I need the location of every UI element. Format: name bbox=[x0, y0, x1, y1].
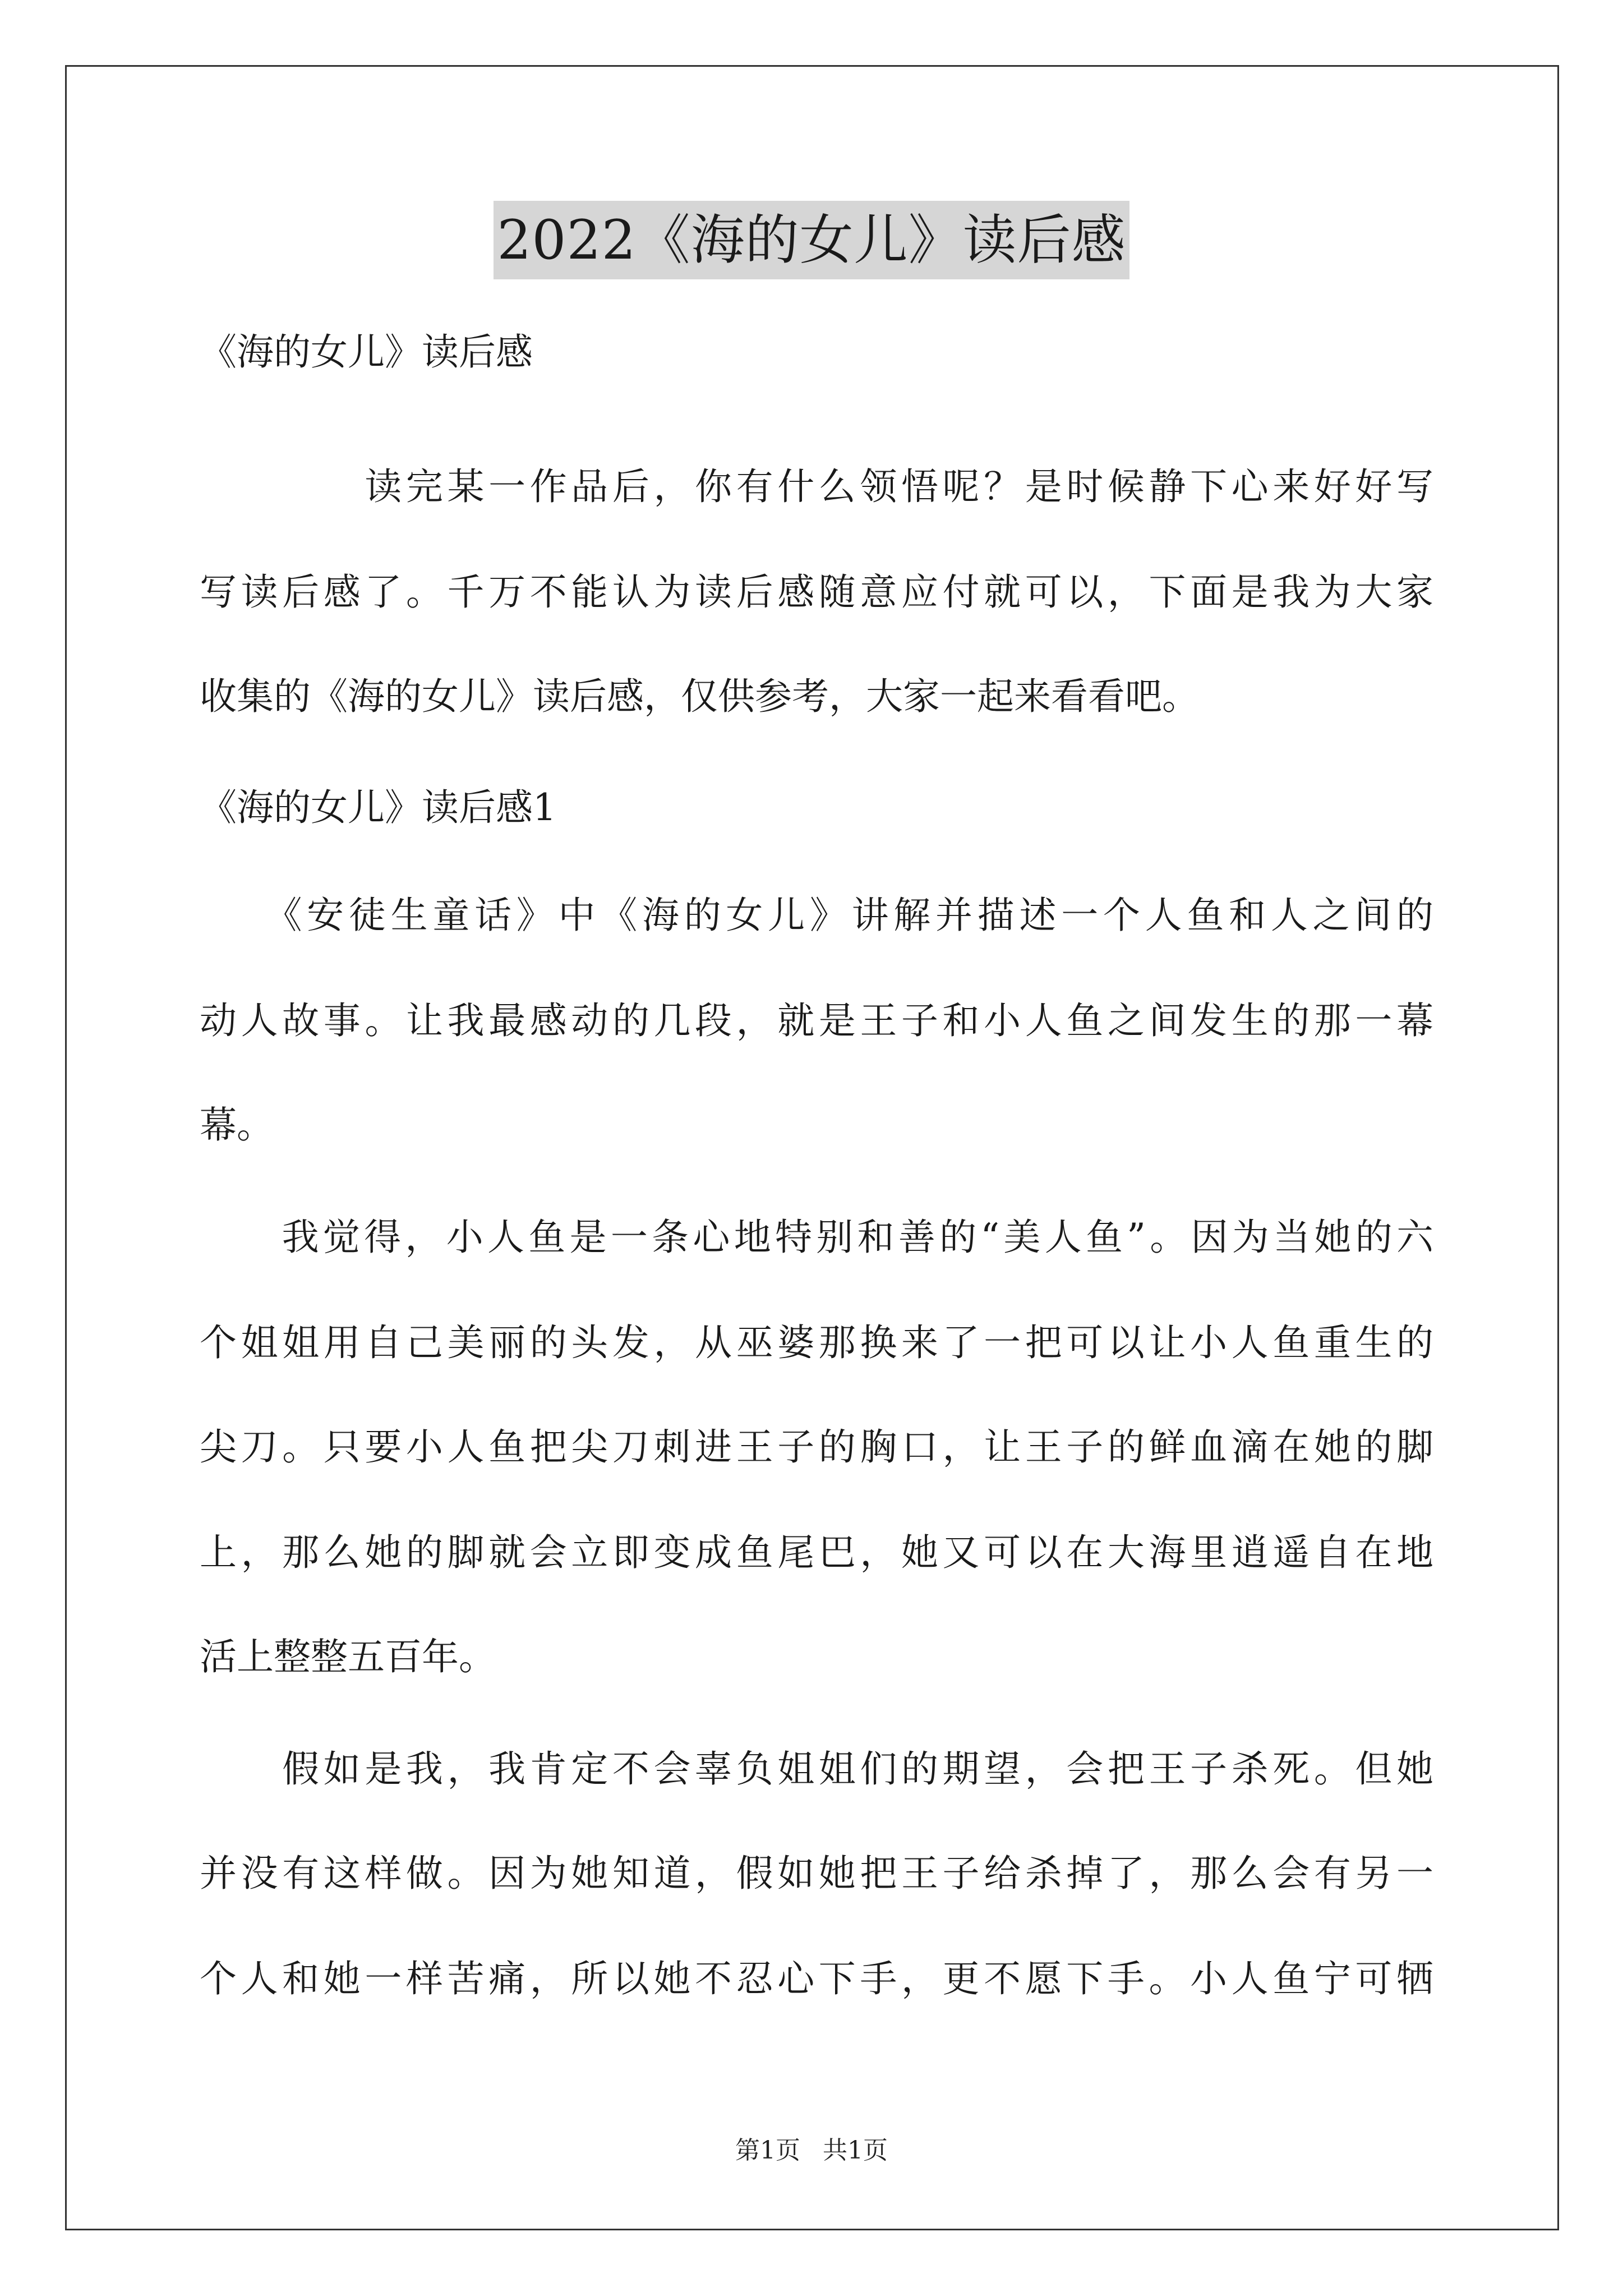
page-number: 第1页 bbox=[735, 2136, 800, 2165]
body-line: 个人和她一样苦痛，所以她不忍心下手，更不愿下手。小人鱼宁可牺 bbox=[200, 1957, 1433, 2000]
body-line: 上，那么她的脚就会立即变成鱼尾巴，她又可以在大海里逍遥自在地 bbox=[200, 1531, 1433, 1574]
document-title: 2022《海的女儿》读后感 bbox=[494, 201, 1129, 279]
body-line: 动人故事。让我最感动的几段，就是王子和小人鱼之间发生的那一幕 bbox=[200, 999, 1433, 1042]
body-line: 个姐姐用自己美丽的头发，从巫婆那换来了一把可以让小人鱼重生的 bbox=[200, 1321, 1433, 1364]
page-frame bbox=[65, 65, 1559, 2230]
body-line: 尖刀。只要小人鱼把尖刀刺进王子的胸口，让王子的鲜血滴在她的脚 bbox=[200, 1425, 1433, 1469]
subtitle-line: 《海的女儿》读后感 bbox=[200, 330, 533, 374]
page-total: 共1页 bbox=[823, 2136, 888, 2165]
title-container bbox=[0, 201, 1623, 279]
section-heading: 《海的女儿》读后感1 bbox=[200, 786, 556, 829]
page-footer bbox=[0, 2134, 1623, 2168]
body-line: 收集的《海的女儿》读后感，仅供参考，大家一起来看看吧。 bbox=[200, 675, 1199, 718]
body-line: 活上整整五百年。 bbox=[200, 1635, 496, 1678]
body-line: 幕。 bbox=[200, 1103, 274, 1147]
body-line: 《安徒生童话》中《海的女儿》讲解并描述一个人鱼和人之间的 bbox=[200, 894, 1433, 937]
body-line: 并没有这样做。因为她知道，假如她把王子给杀掉了，那么会有另一 bbox=[200, 1852, 1433, 1895]
body-line: 假如是我，我肯定不会辜负姐姐们的期望，会把王子杀死。但她 bbox=[200, 1747, 1433, 1791]
body-line: 我觉得，小人鱼是一条心地特别和善的“美人鱼”。因为当她的六 bbox=[200, 1216, 1433, 1259]
body-line: 写读后感了。千万不能认为读后感随意应付就可以，下面是我为大家 bbox=[200, 570, 1433, 614]
body-line: 读完某一作品后，你有什么领悟呢？是时候静下心来好好写 bbox=[200, 465, 1433, 508]
